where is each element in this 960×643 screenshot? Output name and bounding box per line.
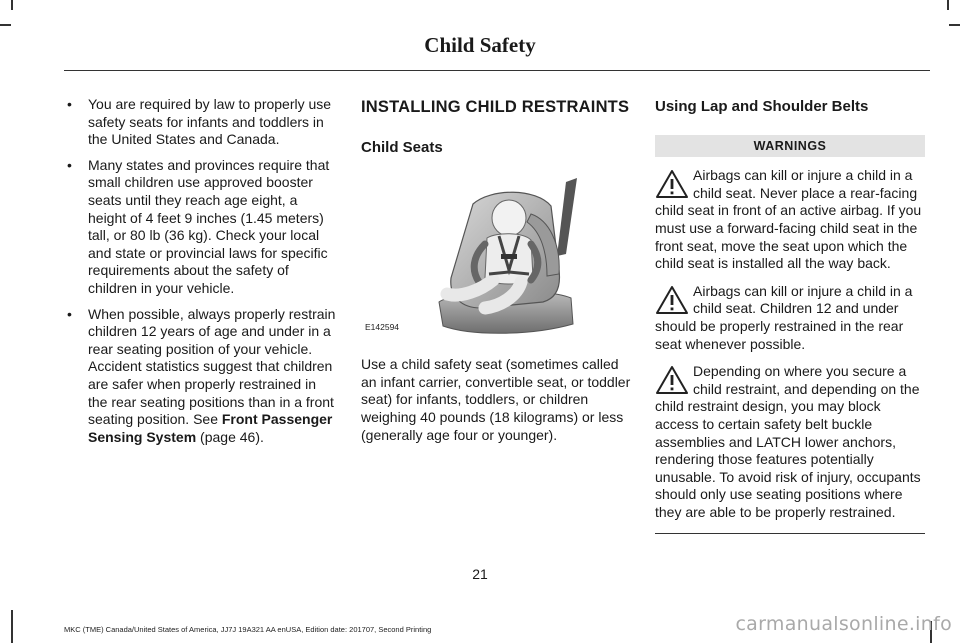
warnings-end-divider xyxy=(655,533,925,534)
warnings-banner: WARNINGS xyxy=(655,135,925,158)
list-item: • When possible, always properly restrain children 12 years of age and under in a rear seating position of your vehicle. Accident statistics suggest that children are safer when properly restrained in the rear seating positions than in a front seating position. See Front Passenger Sensing System (page 46). xyxy=(67,305,336,445)
subsection-heading: Using Lap and Shoulder Belts xyxy=(655,98,869,115)
warning-item xyxy=(655,363,925,521)
warning-triangle-icon xyxy=(655,169,689,199)
column-left xyxy=(64,96,339,454)
warning-text: Airbags can kill or injure a child in a child seat. Never place a rear-facing child seat in front of an active airbag. If you must use a forward-facing child seat in the front seat, move the seat upon which the child seat is installed all the way back. xyxy=(655,167,922,272)
header-divider xyxy=(64,70,930,71)
list-item: • You are required by law to properly use safety seats for infants and toddlers in the United States and Canada. xyxy=(67,96,332,148)
warning-triangle-icon xyxy=(655,285,689,315)
crop-mark xyxy=(947,0,949,10)
crop-mark xyxy=(11,610,13,643)
bullet-list xyxy=(64,96,339,446)
subsection-heading: Child Seats xyxy=(361,138,443,156)
warning-text: Airbags can kill or injure a child in a child seat. Children 12 and under should be properly restrained in the rear seat whenever possible. xyxy=(655,282,913,352)
bullet-icon: • xyxy=(67,96,72,112)
page-number: 21 xyxy=(472,566,488,582)
child-seat-illustration xyxy=(361,174,632,340)
body-paragraph: Use a child safety seat (sometimes called an infant carrier, convertible seat, or toddler seat) for infants, toddlers, or children weighing 40 pounds (18 kilograms) or less (generally age four or younger). xyxy=(361,356,631,443)
page-title: Child Safety xyxy=(424,33,536,57)
column-middle xyxy=(361,96,632,444)
warning-item xyxy=(655,283,925,353)
warning-triangle-icon xyxy=(655,365,689,395)
crop-mark xyxy=(949,24,960,26)
crop-mark xyxy=(11,0,13,10)
watermark: carmanualsonline.info xyxy=(735,613,952,635)
cross-reference-link[interactable]: Front Passenger Sensing System xyxy=(88,411,333,445)
crop-mark xyxy=(0,24,11,26)
bullet-icon: • xyxy=(67,305,72,322)
footer-edition-text: MKC (TME) Canada/United States of America, JJ7J 19A321 AA enUSA, Edition date: 201707, Second Printing xyxy=(64,625,432,634)
warning-item xyxy=(655,167,925,273)
warning-text: Depending on where you secure a child restraint, and depending on the child restraint design, you may block access to certain safety belt buckle assemblies and LATCH lower anchors, rendering those features potentially unusable. To avoid risk of injury, occupants should only use seating positions where they are able to be properly restrained. xyxy=(655,363,921,520)
child-seat-icon xyxy=(361,174,632,340)
bullet-icon: • xyxy=(67,156,72,173)
column-right xyxy=(655,96,925,534)
section-heading: INSTALLING CHILD RESTRAINTS xyxy=(361,98,630,116)
list-item: • Many states and provinces require that small children use approved booster seats until they reach age eight, a height of 4 feet 9 inches (1.45 meters) tall, or 80 lb (36 kg). Check your local and state or provincial laws for specific requirements about the safety of children in your vehicle. xyxy=(67,156,330,296)
figure-label: E142594 xyxy=(365,321,400,332)
